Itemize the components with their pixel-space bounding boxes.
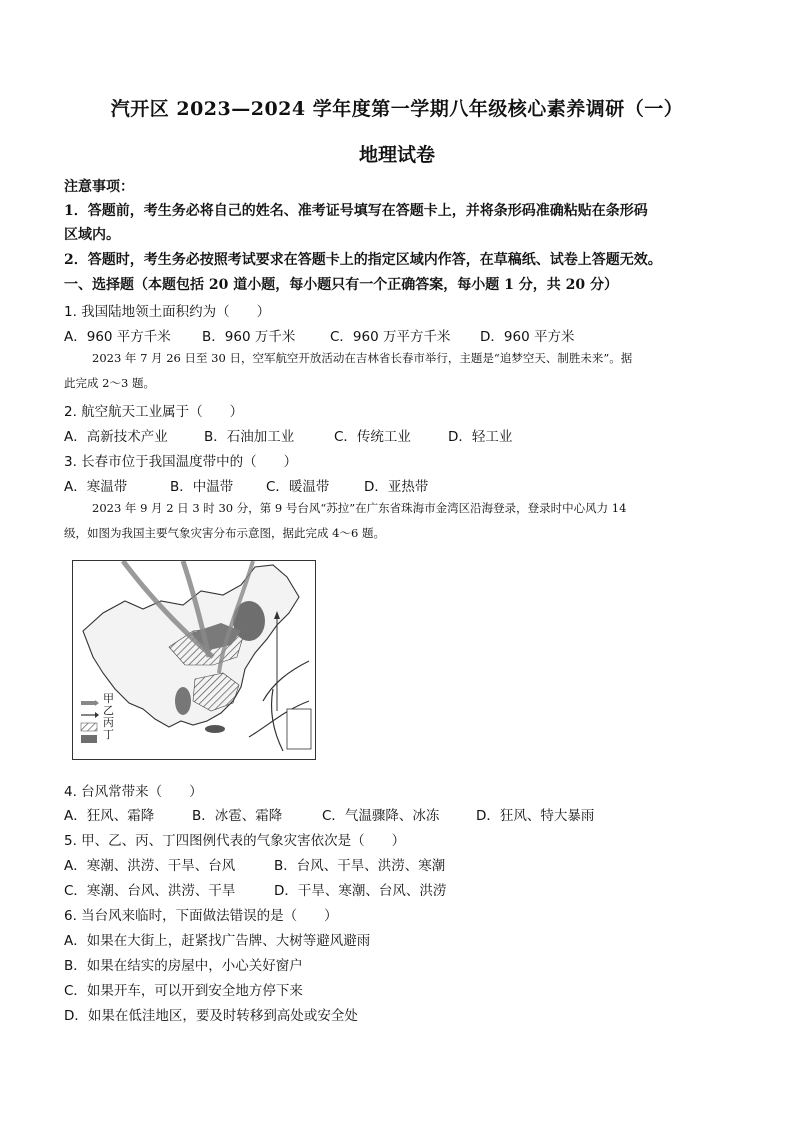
question-6-stem: 6. 当台风来临时，下面做法错误的是（ ） (64, 908, 338, 924)
notice-heading: 注意事项： (64, 179, 134, 195)
question-2-stem: 2. 航空航天工业属于（ ） (64, 404, 244, 420)
exam-subtitle: 地理试卷 (358, 144, 435, 166)
question-2-option-b: B．石油加工业 (204, 429, 295, 445)
question-4-option-a: A．狂风、霜降 (64, 808, 155, 824)
question-1-option-b: B．960 万千米 (202, 329, 296, 345)
question-4-option-c: C．气温骤降、冰冻 (322, 808, 440, 824)
legend-label-bing: 丙 (103, 716, 114, 729)
legend-label-ding: 丁 (103, 728, 114, 741)
question-1-stem: 1. 我国陆地领土面积约为（ ） (64, 304, 271, 320)
notice-item-1: 1．答题前，考生务必将自己的姓名、准考证号填写在答题卡上，并将条形码准确粘贴在条形码 (64, 203, 648, 219)
question-4-stem: 4. 台风常带来（ ） (64, 784, 203, 800)
question-1-option-d: D．960 平方米 (480, 329, 575, 345)
question-3-stem: 3. 长春市位于我国温度带中的（ ） (64, 454, 298, 470)
question-6-option-b: B．如果在结实的房屋中，小心关好窗户 (64, 958, 303, 974)
question-3-option-c: C．暖温带 (266, 479, 330, 495)
exam-title: 汽开区 2023—2024 学年度第一学期八年级核心素养调研（一） (110, 98, 684, 120)
question-5-option-b: B．台风、干旱、洪涝、寒潮 (274, 858, 446, 874)
question-1-option-c: C．960 万平方千米 (330, 329, 451, 345)
weather-disaster-map (72, 560, 316, 760)
question-6-option-c: C．如果开车，可以开到安全地方停下来 (64, 983, 303, 999)
question-5-stem: 5. 甲、乙、丙、丁四图例代表的气象灾害依次是（ ） (64, 833, 406, 849)
legend (81, 700, 99, 743)
question-2-option-a: A．高新技术产业 (64, 429, 168, 445)
question-3-option-b: B．中温带 (170, 479, 234, 495)
legend-labels (103, 693, 114, 741)
question-6-option-d: D．如果在低洼地区，要及时转移到高处或安全处 (64, 1008, 358, 1024)
question-1-option-a: A．960 平方千米 (64, 329, 171, 345)
legend-label-yi: 乙 (103, 704, 114, 717)
question-4-option-b: B．冰雹、霜降 (192, 808, 283, 824)
legend-label-jia: 甲 (103, 692, 114, 705)
question-3-option-d: D．亚热带 (364, 479, 429, 495)
drought-region-southwest (175, 687, 191, 715)
question-2-option-d: D．轻工业 (448, 429, 513, 445)
material-2-line-2: 级，如图为我国主要气象灾害分布示意图，据此完成 4～6 题。 (64, 526, 385, 540)
question-4-option-d: D．狂风、特大暴雨 (476, 808, 595, 824)
notice-item-2: 2．答题时，考生务必按照考试要求在答题卡上的指定区域内作答，在草稿纸、试卷上答题无效。 (64, 252, 662, 268)
question-2-option-c: C．传统工业 (334, 429, 411, 445)
drought-region-south (205, 725, 225, 733)
material-1-line-1: 2023 年 7 月 26 日至 30 日，空军航空开放活动在吉林省长春市举行，主题是“追梦空天、制胜未来”。据 (92, 351, 633, 365)
question-3-option-a: A．寒温带 (64, 479, 128, 495)
question-6-option-a: A．如果在大街上，赶紧找广告牌、大树等避风避雨 (64, 933, 371, 949)
section-heading: 一、选择题（本题包括 20 道小题，每小题只有一个正确答案，每小题 1 分，共 20 分） (64, 277, 618, 293)
question-5-option-c: C．寒潮、台风、洪涝、干旱 (64, 883, 236, 899)
material-2-line-1: 2023 年 9 月 2 日 3 时 30 分，第 9 号台风“苏拉”在广东省珠海市金湾区沿海登录，登录时中心风力 14 (92, 501, 627, 515)
question-5-option-a: A．寒潮、洪涝、干旱、台风 (64, 858, 236, 874)
notice-item-1-cont: 区域内。 (64, 227, 120, 243)
question-5-option-d: D．干旱、寒潮、台风、洪涝 (274, 883, 447, 899)
material-1-line-2: 此完成 2～3 题。 (64, 376, 155, 390)
south-china-sea-inset (287, 709, 311, 749)
typhoon-path-2 (263, 661, 309, 701)
